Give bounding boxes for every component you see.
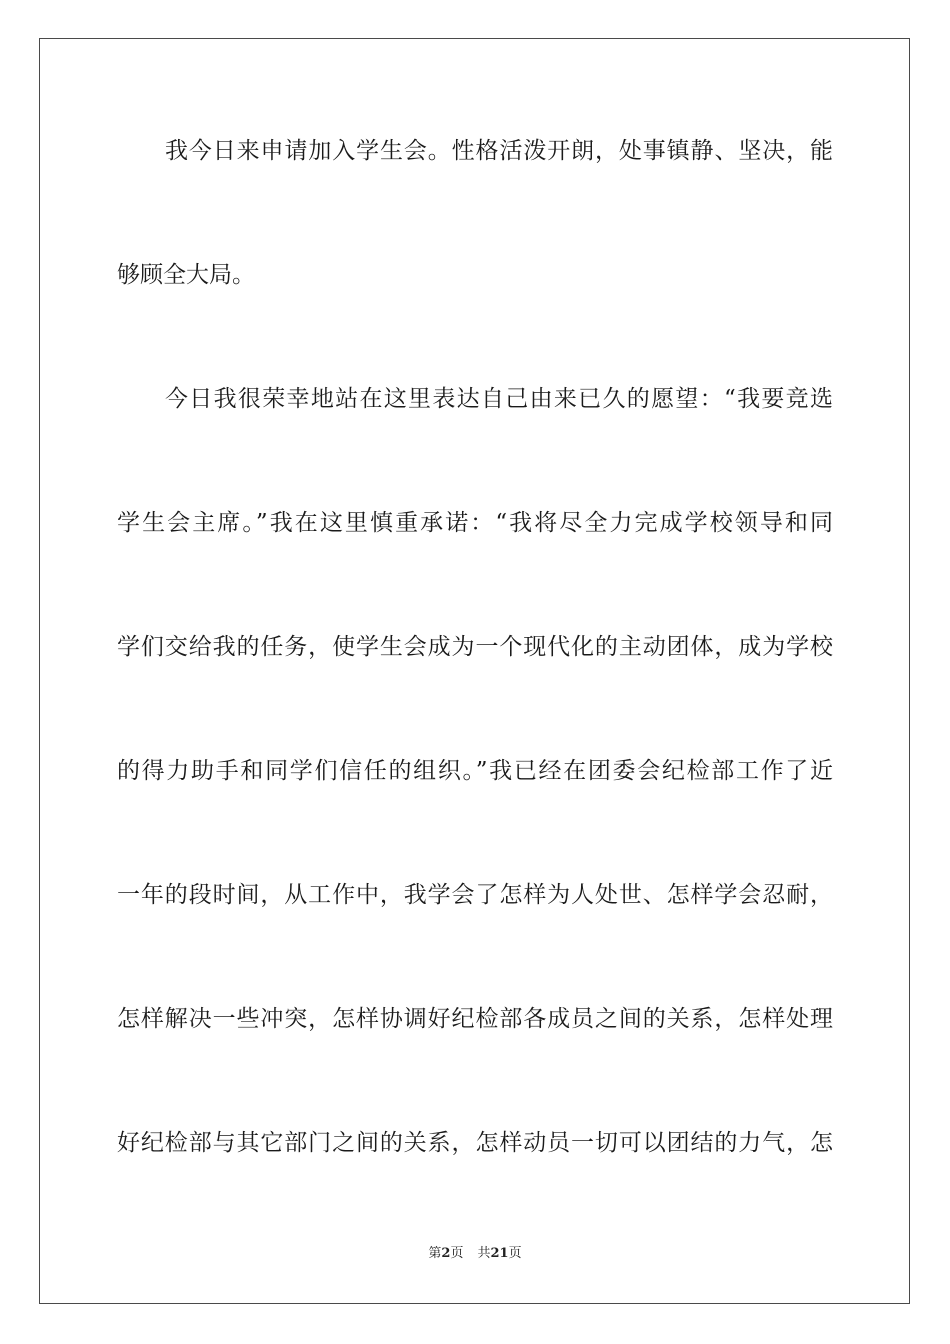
- total-prefix: 共: [477, 1246, 491, 1261]
- paragraph-2-line-6: 怎样解决一些冲突，怎样协调好纪检部各成员之间的关系，怎样处理: [117, 1006, 833, 1032]
- paragraph-1-line-1: 我今日来申请加入学生会。性格活泼开朗，处事镇静、坚决，能: [165, 138, 833, 164]
- page-number: 2: [441, 1246, 451, 1261]
- page-border: [39, 38, 910, 1304]
- paragraph-2-line-4: 的得力助手和同学们信任的组织。”我已经在团委会纪检部工作了近: [117, 758, 833, 784]
- page-footer: [0, 1245, 950, 1263]
- paragraph-2-line-7: 好纪检部与其它部门之间的关系，怎样动员一切可以团结的力气，怎: [117, 1130, 833, 1156]
- paragraph-2-line-3: 学们交给我的任务，使学生会成为一个现代化的主动团体，成为学校: [117, 634, 833, 660]
- page-prefix: 第: [428, 1246, 442, 1261]
- paragraph-2-line-5: 一年的段时间，从工作中，我学会了怎样为人处世、怎样学会忍耐，: [117, 882, 833, 908]
- page-suffix: 页: [450, 1246, 464, 1261]
- paragraph-2-line-2: 学生会主席。”我在这里慎重承诺：“我将尽全力完成学校领导和同: [117, 510, 833, 536]
- paragraph-1-line-2: 够顾全大局。: [117, 262, 255, 288]
- total-suffix: 页: [508, 1246, 522, 1261]
- total-pages: 21: [490, 1246, 509, 1261]
- paragraph-2-line-1: 今日我很荣幸地站在这里表达自己由来已久的愿望：“我要竞选: [165, 386, 833, 412]
